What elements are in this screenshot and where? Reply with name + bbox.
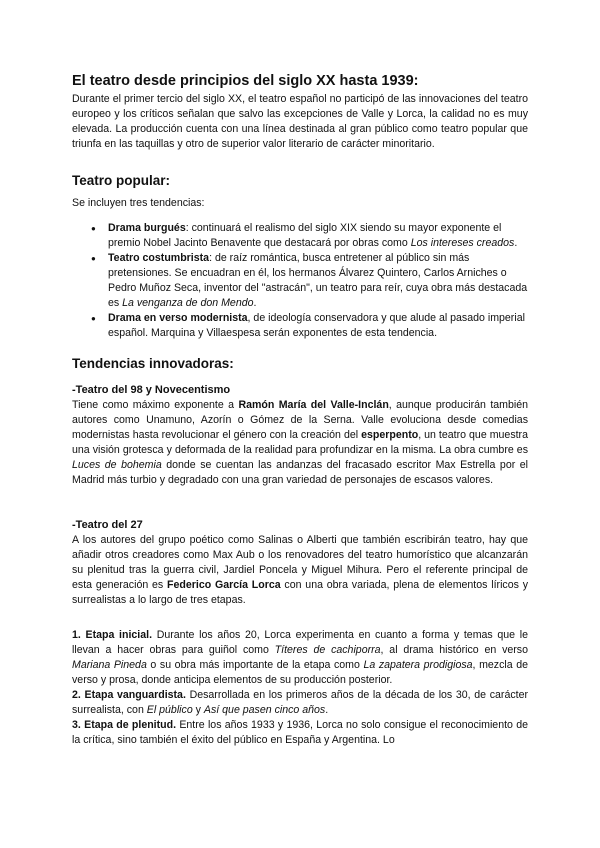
list-item-teatro-costumbrista: ● Teatro costumbrista: de raíz romántica, busca entretener al público sin más pretensiones. Se encuadran en él, los hermanos Álvarez Quintero, Carlos Arniches o Pedro Muñoz Seca, inventor del "astracán", un teatro para reír, cuya obra más destacada es La venganza de don Mendo. xyxy=(108,251,528,311)
section-heading-innovadoras: Tendencias innovadoras: xyxy=(72,356,234,371)
etapa-inicial-paragraph: 1. Etapa inicial. Durante los años 20, Lorca experimenta en cuanto a forma y temas que le llevan a hacer obras para guiñol como Títeres de cachiporra, al drama histórico en verso Mariana Pineda o su obra más importante de la etapa como La zapatera prodigiosa, mezcla de verso y prosa, donde anticipa elementos de su producción posterior. xyxy=(72,629,528,686)
section-heading-popular: Teatro popular: xyxy=(72,173,171,188)
subheading-teatro-98: -Teatro del 98 y Novecentismo xyxy=(72,384,231,396)
list-item-drama-verso: ● Drama en verso modernista, de ideología conservadora y que alude al pasado imperial español. Marquina y Villaespesa serán exponentes de esta tendencia. xyxy=(108,311,528,341)
popular-tendencies-list xyxy=(72,221,528,341)
paragraph-teatro-27: A los autores del grupo poético como Salinas o Alberti que también escribirán teatro, hay que añadir otros creadores como Max Aub o los renovadores del teatro humorístico que alcanzarán su plenitud tras la guerra civil, Jardiel Poncela y Miguel Mihura. Pero el referente principal de esta generación es Federico García Lorca con una obra variada, plena de elementos líricos y surrealistas a lo largo de tres etapas. xyxy=(72,534,528,606)
intro-paragraph: Durante el primer tercio del siglo XX, el teatro español no participó de las innovaciones del teatro europeo y los críticos señalan que salvo las excepciones de Valle y Lorca, la calidad no es muy elevada. La producción cuenta con una línea destinada al gran público como teatro popular que triunfa en las taquillas y otro de superior valor literario de carácter minoritario. xyxy=(72,93,528,150)
etapa-plenitud-paragraph: 3. Etapa de plenitud. Entre los años 1933 y 1936, Lorca no solo consigue el reconocimiento de la crítica, sino también el éxito del público en España y Argentina. Lo xyxy=(72,719,528,746)
paragraph-teatro-98: Tiene como máximo exponente a Ramón María del Valle-Inclán, aunque producirán también autores como Unamuno, Azorín o Gómez de la Serna. Valle evoluciona desde comedias modernistas hasta revolucionar el género con la creación del esperpento, un teatro que muestra una visión grotesca y deformada de la realidad para profundizar en la misma. La obra cumbre es Luces de bohemia donde se cuentan las andanzas del fracasado escritor Max Estrella por el Madrid más turbio y degradado con una gran variedad de personajes de escasos valores. xyxy=(72,399,529,486)
popular-lead: Se incluyen tres tendencias: xyxy=(72,197,205,209)
subheading-teatro-27: -Teatro del 27 xyxy=(72,519,143,531)
etapa-vanguardista-paragraph: 2. Etapa vanguardista. Desarrollada en los primeros años de la década de los 30, de carácter surrealista, con El público y Así que pasen cinco años. xyxy=(72,689,529,716)
document-title: El teatro desde principios del siglo XX hasta 1939: xyxy=(72,73,419,89)
list-item-drama-burgues: ● Drama burgués: continuará el realismo del siglo XIX siendo su mayor exponente el premio Nobel Jacinto Benavente que destacará por obras como Los intereses creados. xyxy=(108,221,528,251)
